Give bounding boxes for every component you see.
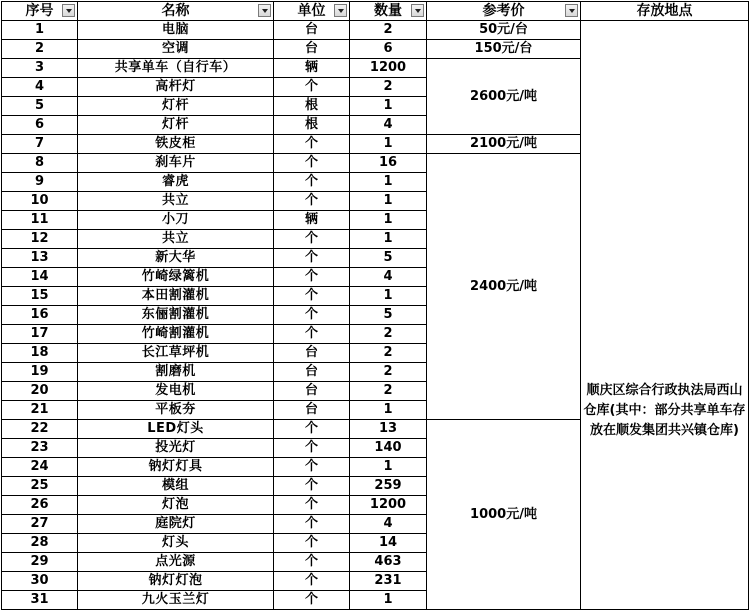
table-row — [2, 21, 749, 40]
cell-no[interactable]: 11 — [2, 211, 78, 230]
cell-no[interactable]: 24 — [2, 458, 78, 477]
cell-unit[interactable]: 台 — [274, 21, 350, 40]
cell-unit[interactable]: 个 — [274, 249, 350, 268]
cell-qty[interactable]: 5 — [350, 306, 427, 325]
cell-name[interactable]: 钠灯灯具 — [78, 458, 274, 477]
cell-name[interactable]: 竹崎割灌机 — [78, 325, 274, 344]
cell-unit[interactable]: 台 — [274, 40, 350, 59]
cell-qty[interactable]: 2 — [350, 363, 427, 382]
cell-unit[interactable]: 个 — [274, 534, 350, 553]
cell-name[interactable]: 平板夯 — [78, 401, 274, 420]
cell-unit[interactable]: 个 — [274, 173, 350, 192]
cell-no[interactable]: 29 — [2, 553, 78, 572]
cell-unit[interactable]: 个 — [274, 572, 350, 591]
cell-no[interactable]: 28 — [2, 534, 78, 553]
filter-dropdown-icon[interactable] — [411, 4, 424, 17]
cell-no[interactable]: 7 — [2, 135, 78, 154]
cell-qty[interactable]: 2 — [350, 78, 427, 97]
cell-unit[interactable]: 个 — [274, 287, 350, 306]
cell-no[interactable]: 18 — [2, 344, 78, 363]
cell-name[interactable]: 钠灯灯泡 — [78, 572, 274, 591]
cell-no[interactable]: 8 — [2, 154, 78, 173]
cell-no[interactable]: 30 — [2, 572, 78, 591]
cell-qty[interactable]: 2 — [350, 21, 427, 40]
cell-unit[interactable]: 个 — [274, 78, 350, 97]
filter-dropdown-icon[interactable] — [334, 4, 347, 17]
cell-price[interactable]: 50元/台 — [427, 21, 581, 40]
cell-no[interactable]: 1 — [2, 21, 78, 40]
cell-unit[interactable]: 个 — [274, 154, 350, 173]
header-row — [2, 2, 749, 21]
cell-name[interactable]: 铁皮柜 — [78, 135, 274, 154]
cell-no[interactable]: 23 — [2, 439, 78, 458]
cell-no[interactable]: 21 — [2, 401, 78, 420]
cell-name[interactable]: 竹崎绿篱机 — [78, 268, 274, 287]
cell-qty[interactable]: 1200 — [350, 496, 427, 515]
cell-name[interactable]: 高杆灯 — [78, 78, 274, 97]
cell-qty[interactable]: 259 — [350, 477, 427, 496]
cell-unit[interactable]: 个 — [274, 135, 350, 154]
cell-name[interactable]: 本田割灌机 — [78, 287, 274, 306]
cell-name[interactable]: 睿虎 — [78, 173, 274, 192]
cell-no[interactable]: 15 — [2, 287, 78, 306]
cell-unit[interactable]: 辆 — [274, 211, 350, 230]
cell-no[interactable]: 31 — [2, 591, 78, 610]
cell-qty[interactable]: 2 — [350, 325, 427, 344]
cell-name[interactable]: 灯泡 — [78, 496, 274, 515]
cell-price[interactable]: 150元/台 — [427, 40, 581, 59]
cell-no[interactable]: 3 — [2, 59, 78, 78]
cell-qty[interactable]: 4 — [350, 515, 427, 534]
header-unit: 单位 — [274, 2, 350, 21]
cell-no[interactable]: 4 — [2, 78, 78, 97]
inventory-table — [1, 1, 749, 610]
cell-unit[interactable]: 个 — [274, 496, 350, 515]
cell-name[interactable]: 九火玉兰灯 — [78, 591, 274, 610]
cell-name[interactable]: 灯杆 — [78, 97, 274, 116]
cell-name[interactable]: 庭院灯 — [78, 515, 274, 534]
cell-name[interactable]: 模组 — [78, 477, 274, 496]
cell-no[interactable]: 13 — [2, 249, 78, 268]
cell-name[interactable]: 灯头 — [78, 534, 274, 553]
cell-qty[interactable]: 4 — [350, 268, 427, 287]
cell-qty[interactable]: 1 — [350, 192, 427, 211]
cell-no[interactable]: 6 — [2, 116, 78, 135]
cell-qty[interactable]: 2 — [350, 382, 427, 401]
cell-qty[interactable]: 1 — [350, 97, 427, 116]
cell-qty[interactable]: 463 — [350, 553, 427, 572]
filter-dropdown-icon[interactable] — [258, 4, 271, 17]
cell-qty[interactable]: 1 — [350, 458, 427, 477]
cell-qty[interactable]: 6 — [350, 40, 427, 59]
cell-name[interactable]: 刹车片 — [78, 154, 274, 173]
cell-qty[interactable]: 1200 — [350, 59, 427, 78]
cell-unit[interactable]: 个 — [274, 515, 350, 534]
cell-unit[interactable]: 辆 — [274, 59, 350, 78]
cell-no[interactable]: 25 — [2, 477, 78, 496]
cell-unit[interactable]: 个 — [274, 553, 350, 572]
cell-unit[interactable]: 根 — [274, 97, 350, 116]
cell-no[interactable]: 19 — [2, 363, 78, 382]
cell-price[interactable]: 2100元/吨 — [427, 135, 581, 154]
cell-name[interactable]: 投光灯 — [78, 439, 274, 458]
cell-unit[interactable]: 个 — [274, 458, 350, 477]
cell-unit[interactable]: 台 — [274, 382, 350, 401]
cell-no[interactable]: 17 — [2, 325, 78, 344]
header-price: 参考价 — [427, 2, 581, 21]
cell-name[interactable]: 共立 — [78, 230, 274, 249]
cell-no[interactable]: 20 — [2, 382, 78, 401]
cell-name[interactable]: 共立 — [78, 192, 274, 211]
cell-qty[interactable]: 231 — [350, 572, 427, 591]
filter-dropdown-icon[interactable] — [565, 4, 578, 17]
cell-unit[interactable]: 个 — [274, 230, 350, 249]
cell-name[interactable]: 点光源 — [78, 553, 274, 572]
cell-qty[interactable]: 140 — [350, 439, 427, 458]
cell-name[interactable]: 割磨机 — [78, 363, 274, 382]
cell-qty[interactable]: 16 — [350, 154, 427, 173]
cell-price[interactable]: 1000元/吨 — [427, 420, 581, 610]
cell-unit[interactable]: 个 — [274, 268, 350, 287]
cell-qty[interactable]: 2 — [350, 344, 427, 363]
cell-unit[interactable]: 个 — [274, 591, 350, 610]
cell-no[interactable]: 22 — [2, 420, 78, 439]
cell-qty[interactable]: 1 — [350, 287, 427, 306]
cell-no[interactable]: 9 — [2, 173, 78, 192]
cell-qty[interactable]: 14 — [350, 534, 427, 553]
cell-no[interactable]: 10 — [2, 192, 78, 211]
cell-name[interactable]: 电脑 — [78, 21, 274, 40]
header-qty: 数量 — [350, 2, 427, 21]
header-no: 序号 — [2, 2, 78, 21]
cell-name[interactable]: 共享单车（自行车） — [78, 59, 274, 78]
cell-unit[interactable]: 根 — [274, 116, 350, 135]
cell-unit[interactable]: 个 — [274, 306, 350, 325]
cell-unit[interactable]: 个 — [274, 420, 350, 439]
cell-name[interactable]: LED灯头 — [78, 420, 274, 439]
cell-price[interactable]: 2600元/吨 — [427, 59, 581, 135]
cell-no[interactable]: 2 — [2, 40, 78, 59]
cell-unit[interactable]: 台 — [274, 401, 350, 420]
cell-no[interactable]: 12 — [2, 230, 78, 249]
cell-qty[interactable]: 1 — [350, 401, 427, 420]
cell-name[interactable]: 小刀 — [78, 211, 274, 230]
header-name: 名称 — [78, 2, 274, 21]
cell-qty[interactable]: 1 — [350, 591, 427, 610]
cell-no[interactable]: 5 — [2, 97, 78, 116]
cell-no[interactable]: 27 — [2, 515, 78, 534]
cell-qty[interactable]: 1 — [350, 173, 427, 192]
cell-name[interactable]: 发电机 — [78, 382, 274, 401]
cell-unit[interactable]: 个 — [274, 325, 350, 344]
cell-unit[interactable]: 个 — [274, 192, 350, 211]
cell-price[interactable]: 2400元/吨 — [427, 154, 581, 420]
cell-unit[interactable]: 台 — [274, 363, 350, 382]
cell-qty[interactable]: 1 — [350, 135, 427, 154]
filter-dropdown-icon[interactable] — [62, 4, 75, 17]
cell-qty[interactable]: 1 — [350, 230, 427, 249]
cell-qty[interactable]: 5 — [350, 249, 427, 268]
header-location: 存放地点 — [581, 2, 749, 21]
cell-qty[interactable]: 4 — [350, 116, 427, 135]
cell-name[interactable]: 灯杆 — [78, 116, 274, 135]
cell-location[interactable]: 顺庆区综合行政执法局西山仓库(其中：部分共享单车存放在顺发集团共兴镇仓库) — [581, 21, 749, 610]
cell-qty[interactable]: 13 — [350, 420, 427, 439]
cell-name[interactable]: 新大华 — [78, 249, 274, 268]
cell-qty[interactable]: 1 — [350, 211, 427, 230]
cell-unit[interactable]: 个 — [274, 439, 350, 458]
cell-no[interactable]: 16 — [2, 306, 78, 325]
cell-no[interactable]: 14 — [2, 268, 78, 287]
cell-name[interactable]: 东俪割灌机 — [78, 306, 274, 325]
cell-unit[interactable]: 个 — [274, 477, 350, 496]
cell-name[interactable]: 空调 — [78, 40, 274, 59]
cell-unit[interactable]: 台 — [274, 344, 350, 363]
cell-name[interactable]: 长江草坪机 — [78, 344, 274, 363]
cell-no[interactable]: 26 — [2, 496, 78, 515]
